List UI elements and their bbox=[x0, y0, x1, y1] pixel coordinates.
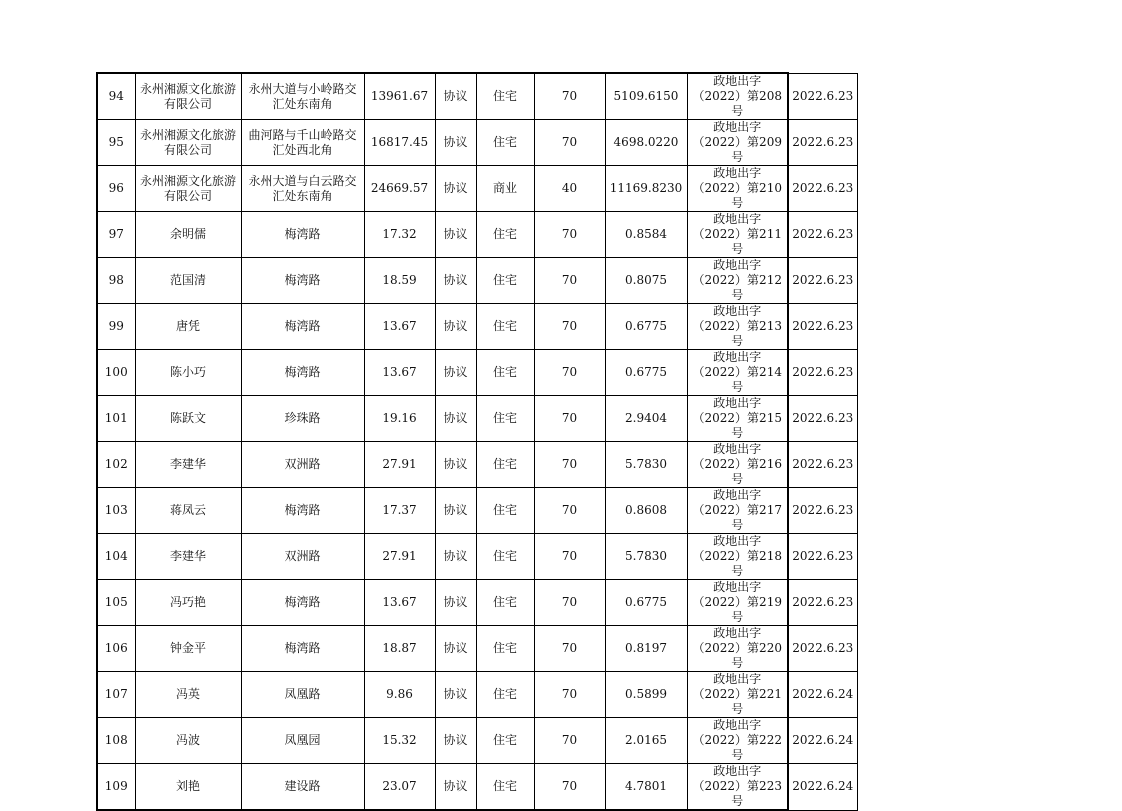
table-row bbox=[97, 488, 857, 534]
cell-method: 协议 bbox=[435, 120, 476, 166]
cell-method: 协议 bbox=[435, 764, 476, 811]
cell-location: 凤凰园 bbox=[241, 718, 364, 764]
cell-use: 住宅 bbox=[476, 764, 534, 811]
cell-name: 蒋凤云 bbox=[135, 488, 241, 534]
cell-price: 0.6775 bbox=[605, 304, 687, 350]
cell-number: 106 bbox=[97, 626, 135, 672]
cell-use: 住宅 bbox=[476, 442, 534, 488]
cell-name: 李建华 bbox=[135, 442, 241, 488]
table-row bbox=[97, 212, 857, 258]
cell-price: 2.9404 bbox=[605, 396, 687, 442]
cell-years: 70 bbox=[534, 120, 605, 166]
cell-years: 70 bbox=[534, 396, 605, 442]
cell-use: 住宅 bbox=[476, 396, 534, 442]
cell-area: 9.86 bbox=[364, 672, 435, 718]
cell-location: 梅湾路 bbox=[241, 626, 364, 672]
cell-area: 13.67 bbox=[364, 350, 435, 396]
table-body bbox=[97, 73, 857, 810]
cell-years: 70 bbox=[534, 764, 605, 811]
cell-area: 13961.67 bbox=[364, 73, 435, 120]
cell-price: 0.8584 bbox=[605, 212, 687, 258]
cell-document-number: 政地出字（2022）第223号 bbox=[687, 764, 788, 811]
cell-number: 99 bbox=[97, 304, 135, 350]
cell-years: 70 bbox=[534, 672, 605, 718]
cell-number: 96 bbox=[97, 166, 135, 212]
cell-method: 协议 bbox=[435, 396, 476, 442]
cell-name: 永州湘源文化旅游有限公司 bbox=[135, 120, 241, 166]
cell-area: 17.37 bbox=[364, 488, 435, 534]
cell-years: 70 bbox=[534, 626, 605, 672]
cell-name: 唐凭 bbox=[135, 304, 241, 350]
cell-use: 住宅 bbox=[476, 212, 534, 258]
cell-use: 住宅 bbox=[476, 304, 534, 350]
cell-price: 0.8608 bbox=[605, 488, 687, 534]
table-row bbox=[97, 304, 857, 350]
cell-area: 18.59 bbox=[364, 258, 435, 304]
cell-name: 范国清 bbox=[135, 258, 241, 304]
table-row bbox=[97, 258, 857, 304]
table-row bbox=[97, 718, 857, 764]
cell-date: 2022.6.23 bbox=[788, 396, 857, 442]
cell-number: 109 bbox=[97, 764, 135, 811]
cell-date: 2022.6.24 bbox=[788, 764, 857, 811]
cell-number: 103 bbox=[97, 488, 135, 534]
cell-years: 70 bbox=[534, 73, 605, 120]
cell-document-number: 政地出字（2022）第208号 bbox=[687, 73, 788, 120]
cell-years: 70 bbox=[534, 718, 605, 764]
cell-document-number: 政地出字（2022）第215号 bbox=[687, 396, 788, 442]
cell-years: 70 bbox=[534, 488, 605, 534]
cell-method: 协议 bbox=[435, 534, 476, 580]
cell-price: 0.8197 bbox=[605, 626, 687, 672]
cell-number: 105 bbox=[97, 580, 135, 626]
cell-price: 5.7830 bbox=[605, 534, 687, 580]
cell-price: 0.8075 bbox=[605, 258, 687, 304]
cell-location: 梅湾路 bbox=[241, 350, 364, 396]
cell-method: 协议 bbox=[435, 73, 476, 120]
cell-name: 钟金平 bbox=[135, 626, 241, 672]
cell-number: 97 bbox=[97, 212, 135, 258]
cell-number: 108 bbox=[97, 718, 135, 764]
cell-date: 2022.6.23 bbox=[788, 488, 857, 534]
cell-date: 2022.6.23 bbox=[788, 442, 857, 488]
cell-use: 住宅 bbox=[476, 258, 534, 304]
table-row bbox=[97, 396, 857, 442]
table-row bbox=[97, 534, 857, 580]
cell-date: 2022.6.23 bbox=[788, 580, 857, 626]
cell-name: 永州湘源文化旅游有限公司 bbox=[135, 166, 241, 212]
cell-date: 2022.6.23 bbox=[788, 350, 857, 396]
cell-years: 70 bbox=[534, 304, 605, 350]
table-row bbox=[97, 626, 857, 672]
cell-method: 协议 bbox=[435, 442, 476, 488]
cell-location: 双洲路 bbox=[241, 442, 364, 488]
cell-area: 13.67 bbox=[364, 580, 435, 626]
cell-document-number: 政地出字（2022）第220号 bbox=[687, 626, 788, 672]
cell-location: 曲河路与千山岭路交汇处西北角 bbox=[241, 120, 364, 166]
cell-price: 4698.0220 bbox=[605, 120, 687, 166]
cell-document-number: 政地出字（2022）第219号 bbox=[687, 580, 788, 626]
cell-number: 104 bbox=[97, 534, 135, 580]
cell-date: 2022.6.23 bbox=[788, 626, 857, 672]
table-row bbox=[97, 672, 857, 718]
cell-location: 珍珠路 bbox=[241, 396, 364, 442]
cell-name: 冯波 bbox=[135, 718, 241, 764]
cell-area: 13.67 bbox=[364, 304, 435, 350]
cell-years: 70 bbox=[534, 442, 605, 488]
cell-date: 2022.6.24 bbox=[788, 718, 857, 764]
cell-location: 梅湾路 bbox=[241, 488, 364, 534]
cell-document-number: 政地出字（2022）第216号 bbox=[687, 442, 788, 488]
cell-date: 2022.6.23 bbox=[788, 304, 857, 350]
cell-method: 协议 bbox=[435, 488, 476, 534]
cell-use: 商业 bbox=[476, 166, 534, 212]
cell-document-number: 政地出字（2022）第211号 bbox=[687, 212, 788, 258]
cell-document-number: 政地出字（2022）第212号 bbox=[687, 258, 788, 304]
cell-area: 23.07 bbox=[364, 764, 435, 811]
table-row bbox=[97, 350, 857, 396]
table-row bbox=[97, 442, 857, 488]
cell-document-number: 政地出字（2022）第214号 bbox=[687, 350, 788, 396]
cell-area: 19.16 bbox=[364, 396, 435, 442]
cell-method: 协议 bbox=[435, 672, 476, 718]
cell-price: 0.6775 bbox=[605, 350, 687, 396]
cell-years: 70 bbox=[534, 258, 605, 304]
cell-years: 70 bbox=[534, 580, 605, 626]
cell-area: 17.32 bbox=[364, 212, 435, 258]
cell-use: 住宅 bbox=[476, 672, 534, 718]
cell-price: 11169.8230 bbox=[605, 166, 687, 212]
cell-name: 冯巧艳 bbox=[135, 580, 241, 626]
cell-use: 住宅 bbox=[476, 350, 534, 396]
cell-method: 协议 bbox=[435, 304, 476, 350]
cell-document-number: 政地出字（2022）第222号 bbox=[687, 718, 788, 764]
cell-name: 陈小巧 bbox=[135, 350, 241, 396]
cell-date: 2022.6.23 bbox=[788, 258, 857, 304]
cell-method: 协议 bbox=[435, 350, 476, 396]
cell-name: 李建华 bbox=[135, 534, 241, 580]
cell-date: 2022.6.23 bbox=[788, 73, 857, 120]
cell-name: 余明儒 bbox=[135, 212, 241, 258]
cell-location: 建设路 bbox=[241, 764, 364, 811]
cell-location: 梅湾路 bbox=[241, 212, 364, 258]
cell-location: 梅湾路 bbox=[241, 580, 364, 626]
cell-location: 梅湾路 bbox=[241, 258, 364, 304]
cell-use: 住宅 bbox=[476, 580, 534, 626]
cell-area: 16817.45 bbox=[364, 120, 435, 166]
cell-method: 协议 bbox=[435, 258, 476, 304]
cell-location: 凤凰路 bbox=[241, 672, 364, 718]
table-row bbox=[97, 73, 857, 120]
cell-use: 住宅 bbox=[476, 534, 534, 580]
cell-number: 107 bbox=[97, 672, 135, 718]
cell-number: 101 bbox=[97, 396, 135, 442]
cell-date: 2022.6.23 bbox=[788, 212, 857, 258]
cell-area: 18.87 bbox=[364, 626, 435, 672]
cell-years: 70 bbox=[534, 212, 605, 258]
cell-area: 24669.57 bbox=[364, 166, 435, 212]
cell-years: 70 bbox=[534, 534, 605, 580]
cell-name: 陈跃文 bbox=[135, 396, 241, 442]
cell-document-number: 政地出字（2022）第221号 bbox=[687, 672, 788, 718]
cell-location: 永州大道与白云路交汇处东南角 bbox=[241, 166, 364, 212]
cell-method: 协议 bbox=[435, 580, 476, 626]
cell-method: 协议 bbox=[435, 718, 476, 764]
table-row bbox=[97, 120, 857, 166]
cell-use: 住宅 bbox=[476, 120, 534, 166]
cell-years: 40 bbox=[534, 166, 605, 212]
cell-area: 27.91 bbox=[364, 442, 435, 488]
cell-name: 刘艳 bbox=[135, 764, 241, 811]
cell-document-number: 政地出字（2022）第213号 bbox=[687, 304, 788, 350]
cell-method: 协议 bbox=[435, 626, 476, 672]
table-row bbox=[97, 580, 857, 626]
cell-area: 15.32 bbox=[364, 718, 435, 764]
cell-method: 协议 bbox=[435, 166, 476, 212]
cell-years: 70 bbox=[534, 350, 605, 396]
cell-use: 住宅 bbox=[476, 73, 534, 120]
cell-date: 2022.6.23 bbox=[788, 120, 857, 166]
table-row bbox=[97, 764, 857, 811]
cell-number: 98 bbox=[97, 258, 135, 304]
cell-date: 2022.6.23 bbox=[788, 534, 857, 580]
cell-price: 5109.6150 bbox=[605, 73, 687, 120]
cell-number: 95 bbox=[97, 120, 135, 166]
cell-document-number: 政地出字（2022）第210号 bbox=[687, 166, 788, 212]
cell-name: 永州湘源文化旅游有限公司 bbox=[135, 73, 241, 120]
cell-document-number: 政地出字（2022）第217号 bbox=[687, 488, 788, 534]
cell-document-number: 政地出字（2022）第209号 bbox=[687, 120, 788, 166]
cell-method: 协议 bbox=[435, 212, 476, 258]
land-transfer-table bbox=[96, 72, 858, 811]
cell-price: 4.7801 bbox=[605, 764, 687, 811]
cell-use: 住宅 bbox=[476, 626, 534, 672]
cell-number: 102 bbox=[97, 442, 135, 488]
cell-document-number: 政地出字（2022）第218号 bbox=[687, 534, 788, 580]
cell-price: 5.7830 bbox=[605, 442, 687, 488]
cell-location: 双洲路 bbox=[241, 534, 364, 580]
cell-price: 0.6775 bbox=[605, 580, 687, 626]
cell-price: 2.0165 bbox=[605, 718, 687, 764]
cell-location: 永州大道与小岭路交汇处东南角 bbox=[241, 73, 364, 120]
cell-price: 0.5899 bbox=[605, 672, 687, 718]
cell-area: 27.91 bbox=[364, 534, 435, 580]
cell-use: 住宅 bbox=[476, 488, 534, 534]
cell-use: 住宅 bbox=[476, 718, 534, 764]
cell-date: 2022.6.23 bbox=[788, 166, 857, 212]
cell-name: 冯英 bbox=[135, 672, 241, 718]
cell-location: 梅湾路 bbox=[241, 304, 364, 350]
cell-number: 100 bbox=[97, 350, 135, 396]
cell-number: 94 bbox=[97, 73, 135, 120]
table-row bbox=[97, 166, 857, 212]
cell-date: 2022.6.24 bbox=[788, 672, 857, 718]
